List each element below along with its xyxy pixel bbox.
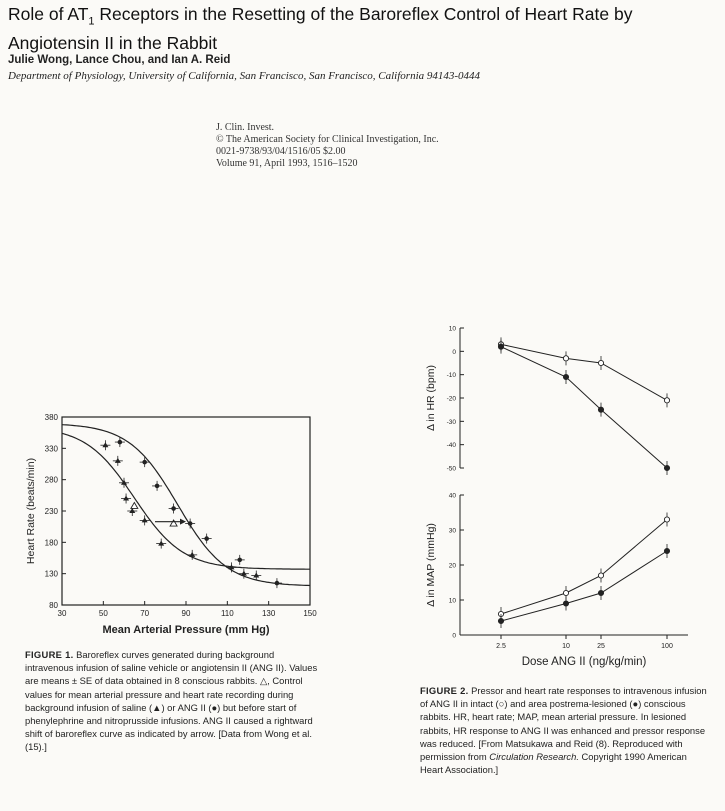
x-tick-label: 110: [220, 609, 234, 618]
y-tick-label: -50: [446, 465, 456, 473]
x-tick-label: 70: [140, 609, 150, 618]
y-tick-label: -10: [446, 372, 456, 380]
figure-2-caption: [420, 684, 712, 776]
data-point-filled: [563, 601, 568, 606]
y-tick-label: 40: [448, 492, 456, 500]
journal-line: J. Clin. Invest.: [216, 122, 275, 133]
data-point-triangle: [142, 517, 148, 522]
figure-2-caption-end: Copyright 1990 American Heart Association.]: [420, 751, 687, 776]
data-point-open: [563, 590, 568, 595]
x-tick-label: 90: [181, 609, 191, 618]
x-tick-label: 150: [303, 609, 317, 618]
title-part-b: Receptors in the Resetting of the Baroreflex Control of Heart Rate by: [94, 4, 633, 24]
figure-2-caption-journal: Circulation Research.: [489, 751, 579, 763]
x-tick-label: 25: [597, 643, 605, 650]
data-point-circle: [118, 440, 123, 445]
data-point-circle: [155, 484, 160, 489]
x-tick-label: 30: [57, 609, 67, 618]
y-tick-label: -40: [446, 442, 456, 450]
y-tick-label: 80: [49, 601, 58, 610]
data-point-open: [563, 356, 568, 361]
figure-2-label: FIGURE 2.: [420, 685, 469, 696]
data-point-circle: [142, 460, 147, 465]
figure-2-chart: [420, 318, 720, 673]
y-tick-label: 10: [448, 597, 456, 605]
y-tick-label: 130: [44, 569, 58, 579]
x-axis-label: Dose ANG II (ng/kg/min): [521, 656, 647, 668]
data-point-filled: [664, 465, 669, 470]
data-point-triangle: [189, 552, 195, 557]
data-point-triangle: [253, 573, 259, 578]
department: Department of Physiology, University of California, San Francisco, San Francisco, California 94143-0444: [8, 70, 481, 82]
figure-1-chart: [20, 405, 325, 645]
title-part-a: Role of AT: [8, 4, 89, 24]
data-point-filled: [598, 590, 603, 595]
plot-frame: [62, 417, 310, 605]
data-point-circle: [237, 558, 242, 563]
y-tick-label: 0: [452, 348, 456, 356]
data-point-circle: [204, 536, 209, 541]
x-tick-label: 100: [661, 643, 673, 650]
data-point-filled: [498, 344, 503, 349]
journal-info: [216, 122, 439, 170]
data-point-circle: [188, 521, 193, 526]
data-point-open: [664, 398, 669, 403]
title-line-2: Angiotensin II in the Rabbit: [8, 32, 218, 53]
journal-line: © The American Society for Clinical Investigation, Inc.: [216, 134, 439, 145]
series-line: [501, 344, 667, 400]
y-tick-label: -30: [446, 418, 456, 426]
y-tick-label: 330: [44, 444, 58, 454]
x-tick-label: 2.5: [496, 643, 506, 650]
x-tick-label: 10: [562, 643, 570, 650]
y-tick-label: 0: [452, 632, 456, 640]
data-point-triangle: [115, 458, 121, 463]
data-point-circle: [275, 581, 280, 586]
data-point-circle: [171, 506, 176, 511]
data-point-triangle: [102, 442, 108, 447]
paper-title: [8, 4, 720, 54]
authors: Julie Wong, Lance Chou, and Ian A. Reid: [8, 54, 231, 66]
y-tick-label: -20: [446, 395, 456, 403]
y-axis-label: Δ in MAP (mmHg): [425, 523, 437, 607]
y-tick-label: 20: [448, 562, 456, 570]
x-tick-label: 130: [261, 609, 276, 618]
series-line: [501, 347, 667, 468]
control-point-open-triangle: [170, 520, 177, 526]
y-axis-label: Δ in HR (bpm): [425, 365, 437, 431]
figure-1-label: FIGURE 1.: [25, 649, 74, 660]
journal-line: 0021-9738/93/04/1516/05 $2.00: [216, 146, 346, 157]
control-point-open-triangle: [131, 502, 138, 508]
y-axis-label: Heart Rate (beats/min): [25, 457, 37, 565]
data-point-open: [598, 360, 603, 365]
data-point-filled: [563, 374, 568, 379]
figure-1-caption-text: Baroreflex curves generated during background intravenous infusion of saline vehicle or angiotensin II (ANG II). Values are means ± SE of data obtained in 8 conscious rabbits. △, Control values for mean arterial pressure and heart rate recording during background infusion of saline (▲) or ANG II (●) but before start of phenylephrine and nitroprusside infusions. ANG II caused a rightward shift of baroreflex curve as indicated by arrow. [Data from Wong et al. (15).]: [25, 649, 318, 753]
x-axis-label: Mean Arterial Pressure (mm Hg): [102, 624, 270, 636]
x-tick-label: 50: [98, 609, 108, 618]
figure-1-caption: [25, 648, 320, 754]
data-point-open: [598, 573, 603, 578]
title-subscript: 1: [88, 15, 95, 28]
data-point-triangle: [123, 495, 129, 500]
data-point-filled: [664, 548, 669, 553]
data-point-open: [664, 517, 669, 522]
y-tick-label: 280: [44, 475, 58, 485]
y-tick-label: 30: [448, 527, 456, 535]
y-tick-label: 230: [44, 507, 58, 516]
title-line-1: [8, 4, 633, 28]
figure-2-caption-text: Pressor and heart rate responses to intravenous infusion of ANG II in intact (○) and area postrema-lesioned (●) conscious rabbits. HR, heart rate; MAP, mean arterial pressure. In lesioned rabbits, HR response to ANG II was enhanced and pressor response was reduced. [From Matsukawa and Reid (8). Reproduced with permission from: [420, 685, 707, 763]
data-point-triangle: [158, 541, 164, 546]
y-tick-label: 10: [448, 325, 456, 333]
shift-arrow-head: [180, 519, 186, 525]
data-point-filled: [498, 618, 503, 623]
baroreflex-curve: [62, 433, 310, 569]
series-line: [501, 551, 667, 621]
y-tick-label: 380: [44, 413, 58, 422]
baroreflex-curve: [62, 425, 310, 586]
journal-line: Volume 91, April 1993, 1516–1520: [216, 158, 358, 169]
data-point-filled: [598, 407, 603, 412]
y-tick-label: 180: [44, 538, 58, 548]
